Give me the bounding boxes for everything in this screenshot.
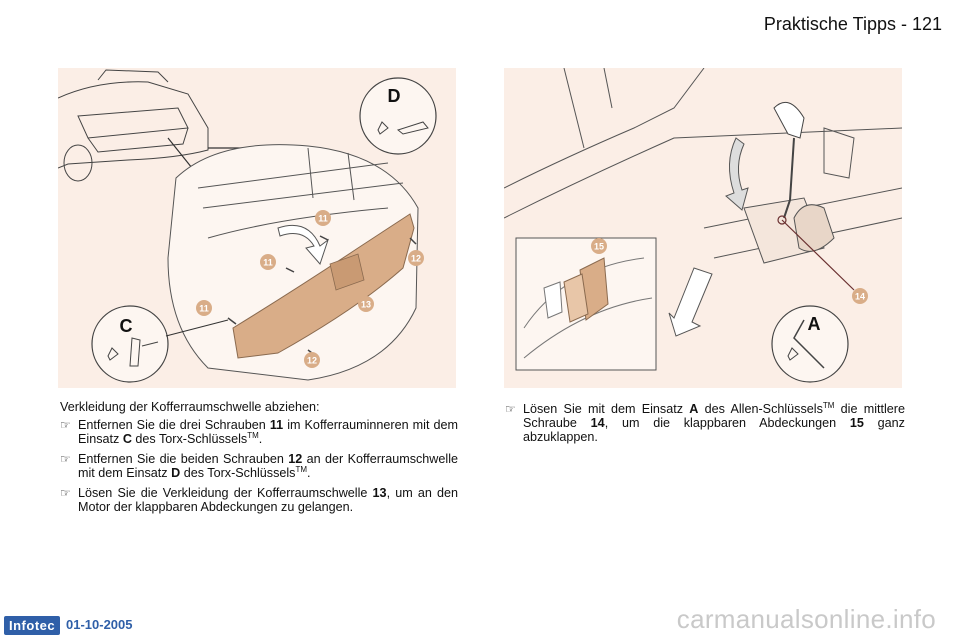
badge-13 <box>358 296 374 312</box>
label-15: 15 <box>593 241 605 252</box>
part-number: 15 <box>849 416 864 430</box>
intro-text: Verkleidung der Kofferraumschwelle abziehen: <box>60 400 320 414</box>
torx-bit-c-inset <box>92 306 168 382</box>
instruction-text: im Kofferrauminneren mit dem Einsatz <box>78 418 459 446</box>
badge-12-a <box>408 250 424 266</box>
footer-date: 01-10-2005 <box>66 617 133 632</box>
instruction-text: . <box>258 432 263 446</box>
instruction-text: Lösen Sie mit dem Einsatz <box>523 402 690 416</box>
instruction-text: , um die klappbaren Abdeckungen <box>604 416 850 430</box>
pointing-hand-icon: ☞ <box>60 452 71 466</box>
figure-trim-removal <box>58 68 456 388</box>
label-c: C <box>119 316 133 336</box>
instruction-text: ganz abzuklappen. <box>523 416 905 444</box>
label-14: 14 <box>854 291 866 302</box>
part-number: 13 <box>372 486 387 500</box>
label-12: 12 <box>306 355 318 366</box>
figure-trim-removal-drawing <box>58 68 456 388</box>
label-13: 13 <box>360 299 372 310</box>
torx-bit-d-inset <box>360 78 436 154</box>
instruction-text: des Torx-Schlüssels <box>180 466 296 480</box>
instruction-item <box>60 486 458 514</box>
label-11: 11 <box>199 303 209 314</box>
instruction-item <box>505 402 905 444</box>
trunk-mechanism-detail <box>504 68 902 263</box>
trademark: TM <box>247 430 259 440</box>
instruction-text: des Torx-Schlüssels <box>131 432 248 446</box>
instruction-text: des Allen-Schlüssels <box>698 402 823 416</box>
part-number: 11 <box>269 418 284 432</box>
tool-letter: A <box>689 402 699 416</box>
infotec-logo: Infotec <box>4 616 60 635</box>
label-d: D <box>387 86 401 106</box>
instruction-text: Lösen Sie die Verkleidung der Kofferraumschwelle <box>78 486 373 500</box>
tool-letter: C <box>122 432 132 446</box>
instruction-text: , um an den Motor der klappbaren Abdeckungen zu gelangen. <box>78 486 458 514</box>
badge-12-b <box>304 352 320 368</box>
figure-cover-unfold <box>504 68 902 388</box>
right-instructions <box>505 398 905 450</box>
part-number: 14 <box>590 416 605 430</box>
car-rear-thumbnail <box>58 70 208 181</box>
instruction-text: Entfernen Sie die beiden Schrauben <box>78 452 289 466</box>
badge-11-c <box>196 300 212 316</box>
trademark: TM <box>822 400 835 410</box>
unfold-arrow-icon <box>669 268 712 336</box>
part-number: 12 <box>288 452 303 466</box>
badge-11-b <box>260 254 276 270</box>
cover-inset <box>516 238 656 370</box>
rotation-arrow-icon <box>726 138 748 210</box>
page-header: Praktische Tipps - 121 <box>763 14 942 34</box>
figure-cover-unfold-drawing <box>504 68 902 388</box>
instruction-text: Entfernen Sie die drei Schrauben <box>78 418 270 432</box>
label-11: 11 <box>318 213 328 224</box>
pointing-hand-icon: ☞ <box>60 418 71 432</box>
instruction-item <box>60 418 458 446</box>
instruction-item <box>60 452 458 480</box>
badge-14 <box>852 288 868 304</box>
badge-15 <box>591 238 607 254</box>
instruction-text: . <box>307 466 311 480</box>
watermark: carmanualsonline.info <box>676 604 936 634</box>
left-instructions <box>60 398 458 520</box>
label-a: A <box>807 314 821 334</box>
instruction-text: die mittlere Schraube <box>523 402 905 430</box>
pointing-hand-icon: ☞ <box>505 402 516 416</box>
pointing-hand-icon: ☞ <box>60 486 71 500</box>
tool-letter: D <box>171 466 181 480</box>
allen-bit-a-inset <box>772 306 848 382</box>
instruction-text: an der Kofferraumschwelle mit dem Einsatz <box>78 452 458 480</box>
trademark: TM <box>295 464 308 474</box>
label-11: 11 <box>263 257 273 268</box>
label-12: 12 <box>410 253 422 264</box>
badge-11-a <box>315 210 331 226</box>
